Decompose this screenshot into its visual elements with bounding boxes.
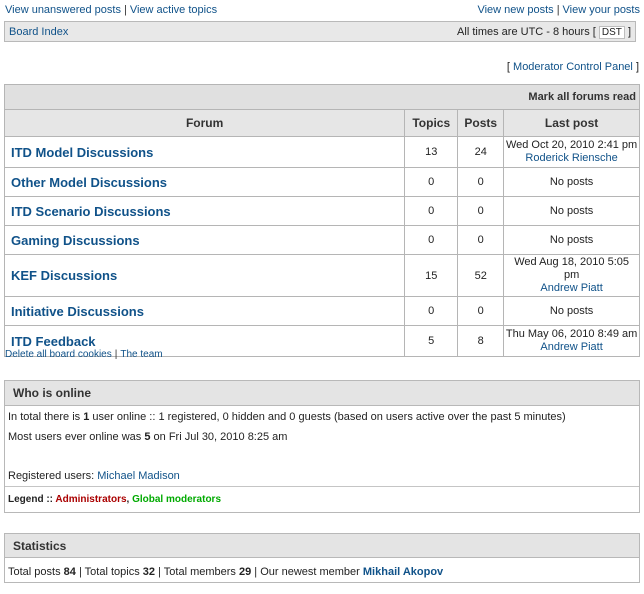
- separator: |: [123, 4, 127, 16]
- last-post-user-link[interactable]: Andrew Piatt: [540, 341, 603, 353]
- registered-user-link[interactable]: Michael Madison: [97, 470, 180, 482]
- online-text: user online :: 1 registered, 0 hidden and 0 guests (based on users active over the past 5 minutes): [89, 411, 566, 423]
- forum-cell: [5, 255, 405, 297]
- last-post-user-link[interactable]: Roderick Riensche: [525, 152, 618, 164]
- forum-cell: [5, 168, 405, 197]
- last-post-user-link[interactable]: Andrew Piatt: [540, 282, 603, 294]
- the-team-link[interactable]: The team: [120, 349, 163, 360]
- last-post-date: No posts: [549, 233, 594, 246]
- table-row: [5, 255, 640, 297]
- last-post-date: Thu May 06, 2010 8:49 am: [505, 328, 638, 340]
- posts-cell: 52: [458, 255, 504, 297]
- separator: |: [114, 349, 118, 360]
- timezone-text: All times are UTC - 8 hours [: [457, 25, 596, 38]
- forum-link[interactable]: ITD Model Discussions: [11, 144, 154, 160]
- online-count: 1: [83, 411, 90, 423]
- mark-all-forums-read-link[interactable]: Mark all forums read: [5, 85, 640, 110]
- moderator-control-panel-link[interactable]: Moderator Control Panel: [513, 61, 633, 73]
- table-row: [5, 226, 640, 255]
- table-row: [5, 297, 640, 326]
- forum-link[interactable]: KEF Discussions: [11, 268, 118, 283]
- topics-cell: 0: [405, 168, 458, 197]
- last-post-date: No posts: [549, 204, 594, 217]
- legend: [8, 494, 221, 505]
- online-text: Most users ever online was: [8, 431, 145, 443]
- total-topics-value: 32: [142, 566, 155, 578]
- topics-cell: 0: [405, 226, 458, 255]
- header-topics: Topics: [405, 110, 458, 137]
- online-record-count: 5: [144, 431, 151, 443]
- who-is-online-panel: [4, 380, 640, 513]
- forum-cell: [5, 226, 405, 255]
- total-posts-value: 84: [63, 566, 76, 578]
- total-members-value: 29: [238, 566, 252, 578]
- posts-cell: 0: [458, 226, 504, 255]
- newest-member-link[interactable]: Mikhail Akopov: [362, 566, 444, 578]
- statistics-panel: [4, 533, 640, 583]
- topics-cell: 13: [405, 137, 458, 168]
- separator: |: [556, 4, 560, 16]
- forum-cell: [5, 137, 405, 168]
- header-posts: Posts: [458, 110, 504, 137]
- posts-cell: 0: [458, 297, 504, 326]
- topics-cell: 15: [405, 255, 458, 297]
- forum-link[interactable]: ITD Feedback: [11, 333, 96, 349]
- view-new-posts-link[interactable]: View new posts: [477, 4, 554, 16]
- navbar: [4, 21, 636, 42]
- top-links-right: [477, 4, 640, 18]
- posts-cell: 0: [458, 197, 504, 226]
- forum-link[interactable]: Gaming Discussions: [11, 232, 140, 248]
- forum-cell: [5, 197, 405, 226]
- stat-label: Total posts: [8, 566, 64, 578]
- last-post-cell: [504, 326, 640, 357]
- view-unanswered-link[interactable]: View unanswered posts: [5, 4, 121, 16]
- forum-link[interactable]: ITD Scenario Discussions: [11, 203, 171, 219]
- bracket-open: [: [506, 61, 510, 73]
- last-post-date: No posts: [549, 304, 594, 317]
- header-forum: Forum: [5, 110, 405, 137]
- mcp-link-wrapper: [507, 61, 639, 73]
- header-last-post: Last post: [504, 110, 640, 137]
- last-post-cell: [504, 197, 640, 226]
- topics-cell: 0: [405, 297, 458, 326]
- legend-global-moderators-link[interactable]: Global moderators: [132, 494, 221, 505]
- statistics-title: Statistics: [5, 534, 639, 558]
- online-total-line: [8, 411, 566, 423]
- board-index-link[interactable]: Board Index: [9, 25, 69, 38]
- table-header: [5, 110, 640, 137]
- mark-row: [5, 85, 640, 110]
- last-post-cell: [504, 226, 640, 255]
- bracket-close: ]: [635, 61, 639, 73]
- last-post-date: Wed Aug 18, 2010 5:05 pm: [514, 256, 629, 281]
- posts-cell: 0: [458, 168, 504, 197]
- legend-administrators-link[interactable]: Administrators: [55, 494, 127, 505]
- timezone-info: [457, 26, 631, 38]
- view-your-posts-link[interactable]: View your posts: [562, 4, 640, 16]
- last-post-cell: [504, 137, 640, 168]
- last-post-cell: [504, 255, 640, 297]
- online-text: In total there is: [8, 411, 84, 423]
- registered-users-line: [8, 470, 180, 482]
- forum-link[interactable]: Other Model Discussions: [11, 174, 168, 190]
- last-post-date: No posts: [549, 175, 594, 188]
- dst-badge: DST: [599, 26, 625, 39]
- last-post-cell: [504, 168, 640, 197]
- registered-label: Registered users:: [8, 470, 98, 482]
- last-post-date: Wed Oct 20, 2010 2:41 pm: [505, 139, 638, 151]
- forum-table: [4, 84, 640, 357]
- topics-cell: 0: [405, 197, 458, 226]
- view-active-link[interactable]: View active topics: [129, 4, 218, 16]
- bottom-links: [5, 349, 163, 360]
- forum-cell: [5, 297, 405, 326]
- legend-comma: ,: [126, 494, 133, 505]
- timezone-close: ]: [627, 25, 631, 38]
- table-row: [5, 197, 640, 226]
- stat-label: | Our newest member: [251, 566, 363, 578]
- who-is-online-title: Who is online: [5, 381, 639, 406]
- statistics-line: [8, 566, 443, 578]
- posts-cell: 8: [458, 326, 504, 357]
- online-text: on Fri Jul 30, 2010 8:25 am: [150, 431, 288, 443]
- delete-cookies-link[interactable]: Delete all board cookies: [5, 349, 112, 360]
- topics-cell: 5: [405, 326, 458, 357]
- forum-link[interactable]: Initiative Discussions: [11, 303, 144, 319]
- table-row: [5, 137, 640, 168]
- posts-cell: 24: [458, 137, 504, 168]
- legend-divider: [5, 486, 639, 487]
- table-row: [5, 168, 640, 197]
- legend-label: Legend ::: [8, 494, 56, 505]
- stat-label: | Total topics: [75, 566, 143, 578]
- last-post-cell: [504, 297, 640, 326]
- online-record-line: [8, 431, 287, 443]
- top-links-left: [5, 4, 217, 18]
- top-links: [5, 4, 640, 18]
- stat-label: | Total members: [155, 566, 239, 578]
